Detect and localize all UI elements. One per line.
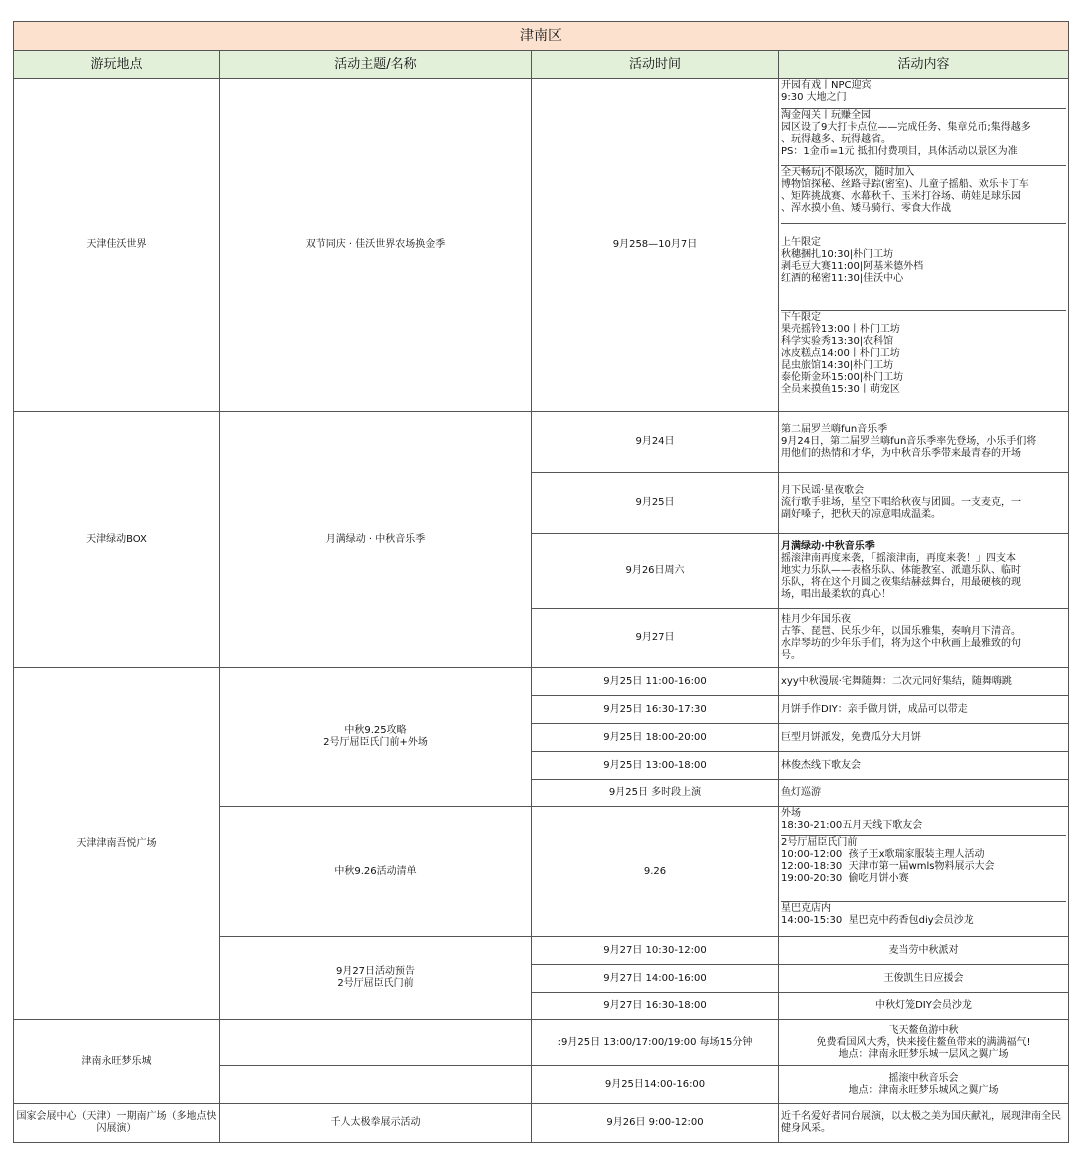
- content-line: 秋穗捆扎10:30|朴门工坊: [781, 249, 894, 260]
- time-cell: 9月25日 16:30-17:30: [532, 696, 779, 724]
- content-segment: [781, 902, 1066, 935]
- content-cell: 林俊杰线下歌友会: [779, 752, 1069, 780]
- content-segment: [781, 109, 1066, 166]
- content-line: 桂月少年国乐夜: [781, 614, 851, 625]
- content-line: 博物馆探秘、丝路寻踪(密室)、儿童子摇船、欢乐卡丁车: [781, 179, 1029, 190]
- theme-cell: 千人太极拳展示活动: [220, 1104, 532, 1143]
- content-line: 地点：津南永旺梦乐城风之翼广场: [848, 1084, 999, 1096]
- time-cell: 9月258—10月7日: [532, 79, 779, 412]
- time-cell: 9月25日 18:00-20:00: [532, 724, 779, 752]
- content-line: 外场: [781, 808, 801, 819]
- content-cell: [779, 807, 1069, 937]
- time-cell: 9月24日: [532, 412, 779, 473]
- content-cell: 中秋灯笼DIY会员沙龙: [779, 993, 1069, 1020]
- content-line: 摇滚津南再度来袭，「摇滚津南，再度来袭！」四支本: [781, 553, 1016, 564]
- content-cell: [779, 534, 1069, 609]
- content-line: 第二届罗兰嗨fun音乐季: [781, 424, 888, 435]
- content-line: 剥毛豆大赛11:00|阿基米德外档: [781, 261, 924, 272]
- content-line: 星巴克店内: [781, 903, 831, 914]
- content-line: 全天畅玩|不限场次，随时加入: [781, 167, 915, 178]
- content-cell: [779, 609, 1069, 668]
- content-line: 冰皮糕点14:00丨朴门工坊: [781, 348, 900, 359]
- time-cell: 9月25日14:00-16:00: [532, 1066, 779, 1104]
- theme-cell: 中秋9.26活动清单: [220, 807, 532, 937]
- time-cell: 9月27日 14:00-16:00: [532, 965, 779, 993]
- content-line: 下午限定: [781, 312, 821, 323]
- content-segment: [781, 166, 1066, 224]
- theme-cell: 中秋9.25攻略 2号厅屈臣氏门前+外场: [220, 668, 532, 807]
- content-line: 摇滚中秋音乐会: [888, 1072, 959, 1084]
- place-cell: 津南永旺梦乐城: [14, 1020, 220, 1104]
- content-line: 地点：津南永旺梦乐城一层风之翼广场: [838, 1048, 1009, 1060]
- content-line: 淘金闯关丨玩赚全园: [781, 110, 871, 121]
- content-line: 红酒的秘密11:30|佳沃中心: [781, 273, 904, 284]
- header-theme: 活动主题/名称: [220, 51, 532, 79]
- place-cell: 天津津南吾悦广场: [14, 668, 220, 1020]
- time-cell: 9月26日 9:00-12:00: [532, 1104, 779, 1143]
- content-segment: [781, 224, 1066, 311]
- time-cell: 9月25日 11:00-16:00: [532, 668, 779, 696]
- content-segment: [781, 311, 1066, 410]
- event-table: [13, 21, 1069, 1143]
- time-cell: 9月27日 16:30-18:00: [532, 993, 779, 1020]
- place-cell: 国家会展中心（天津）一期南广场（多地点快闪展演）: [14, 1104, 220, 1143]
- content-cell: [779, 79, 1069, 412]
- place-cell: 天津绿动BOX: [14, 412, 220, 668]
- time-cell: 9月26日周六: [532, 534, 779, 609]
- theme-cell: [220, 1020, 532, 1066]
- content-line: PS：1金币=1元 抵扣付费项目，具体活动以景区为准: [781, 146, 1018, 157]
- content-segment: [781, 836, 1066, 902]
- content-line: 古筝、琵琶、民乐少年，以国乐雅集，奏响月下清音。: [781, 626, 1021, 637]
- content-line: 地实力乐队——表格乐队、体能教室、派遣乐队、临时: [781, 565, 1021, 576]
- content-line: 果壳摇铃13:00丨朴门工坊: [781, 324, 900, 335]
- content-cell: 巨型月饼派发，免费瓜分大月饼: [779, 724, 1069, 752]
- header-content: 活动内容: [779, 51, 1069, 79]
- content-line: 水岸琴坊的少年乐手们，将为这个中秋画上最雅致的句: [781, 638, 1021, 649]
- content-segment: [781, 807, 1066, 836]
- content-line: 19:00-20:30 偷吃月饼小赛: [781, 873, 909, 884]
- content-cell: xyy中秋漫展·宅舞随舞：二次元同好集结，随舞嗨跳: [779, 668, 1069, 696]
- content-line: 流行歌手驻场，星空下唱给秋夜与团圆。一支麦克，一: [781, 497, 1021, 508]
- time-cell: 9.26: [532, 807, 779, 937]
- header-time: 活动时间: [532, 51, 779, 79]
- content-cell: 近千名爱好者同台展演，以太极之美为国庆献礼，展现津南全民健身风采。: [779, 1104, 1069, 1143]
- content-cell: 鱼灯巡游: [779, 780, 1069, 807]
- time-cell: 9月27日: [532, 609, 779, 668]
- theme-cell: [220, 1066, 532, 1104]
- content-line: 泰伦斯金环15:00|朴门工坊: [781, 372, 904, 383]
- content-line: 12:00-18:30 天津市第一届wmls物料展示大会: [781, 861, 995, 872]
- content-cell: [779, 412, 1069, 473]
- content-line: 全员来摸鱼15:30丨萌宠区: [781, 384, 900, 395]
- content-line: 副好嗓子，把秋天的凉意唱成温柔。: [781, 509, 941, 520]
- content-cell: 麦当劳中秋派对: [779, 937, 1069, 965]
- content-line: 开园有戏丨NPC迎宾: [781, 80, 872, 91]
- content-line: 10:00-12:00 孩子王x歌瑞家服装主理人活动: [781, 849, 985, 860]
- content-line: 场，唱出最柔软的真心！: [781, 589, 891, 600]
- content-line: 科学实验秀13:30|农科馆: [781, 336, 894, 347]
- content-line: 2号厅屈臣氏门前: [781, 837, 858, 848]
- time-cell: 9月27日 10:30-12:00: [532, 937, 779, 965]
- time-cell: 9月25日 13:00-18:00: [532, 752, 779, 780]
- content-line: 14:00-15:30 星巴克中药香包diy会员沙龙: [781, 915, 974, 926]
- content-line: 、浑水摸小鱼、矮马骑行、零食大作战: [781, 203, 951, 214]
- event-table-container: [13, 21, 1069, 1143]
- content-line: 9月24日，第二届罗兰嗨fun音乐季率先登场，小乐手们将: [781, 436, 1037, 447]
- content-line: 月满绿动·中秋音乐季: [781, 541, 875, 552]
- content-cell: 王俊凯生日应援会: [779, 965, 1069, 993]
- theme-cell: 9月27日活动预告 2号厅屈臣氏门前: [220, 937, 532, 1020]
- content-line: 乐队，将在这个月圆之夜集结赫兹舞台，用最硬核的现: [781, 577, 1021, 588]
- content-line: 用他们的热情和才华，为中秋音乐季带来最青春的开场: [781, 448, 1021, 459]
- content-segment: [781, 79, 1066, 109]
- content-line: 9:30 大地之门: [781, 92, 847, 103]
- header-place: 游玩地点: [14, 51, 220, 79]
- content-line: 、矩阵挑战赛、水幕秋千、玉米打谷场、萌娃足球乐园: [781, 191, 1021, 202]
- content-line: 月下民谣·星夜歌会: [781, 485, 865, 496]
- content-line: 飞天鳌鱼游中秋: [888, 1024, 959, 1036]
- content-line: 、玩得越多、玩得越省。: [781, 134, 891, 145]
- content-line: 上午限定: [781, 237, 821, 248]
- content-line: 号。: [781, 650, 801, 661]
- content-cell: [779, 1020, 1069, 1066]
- theme-cell: 月满绿动 · 中秋音乐季: [220, 412, 532, 668]
- content-cell: [779, 473, 1069, 534]
- content-line: 免费看国风大秀，快来接住鳌鱼带来的满满福气!: [816, 1036, 1031, 1048]
- place-cell: 天津佳沃世界: [14, 79, 220, 412]
- content-line: 园区设了9大打卡点位——完成任务、集章兑币;集得越多: [781, 122, 1031, 133]
- theme-cell: 双节同庆 · 佳沃世界农场换金季: [220, 79, 532, 412]
- content-cell: 月饼手作DIY：亲手做月饼，成品可以带走: [779, 696, 1069, 724]
- time-cell: :9月25日 13:00/17:00/19:00 每场15分钟: [532, 1020, 779, 1066]
- content-line: 昆虫旅馆14:30|朴门工坊: [781, 360, 894, 371]
- table-title: 津南区: [14, 22, 1069, 51]
- time-cell: 9月25日 多时段上演: [532, 780, 779, 807]
- content-cell: [779, 1066, 1069, 1104]
- time-cell: 9月25日: [532, 473, 779, 534]
- content-line: 18:30-21:00五月天线下歌友会: [781, 820, 923, 831]
